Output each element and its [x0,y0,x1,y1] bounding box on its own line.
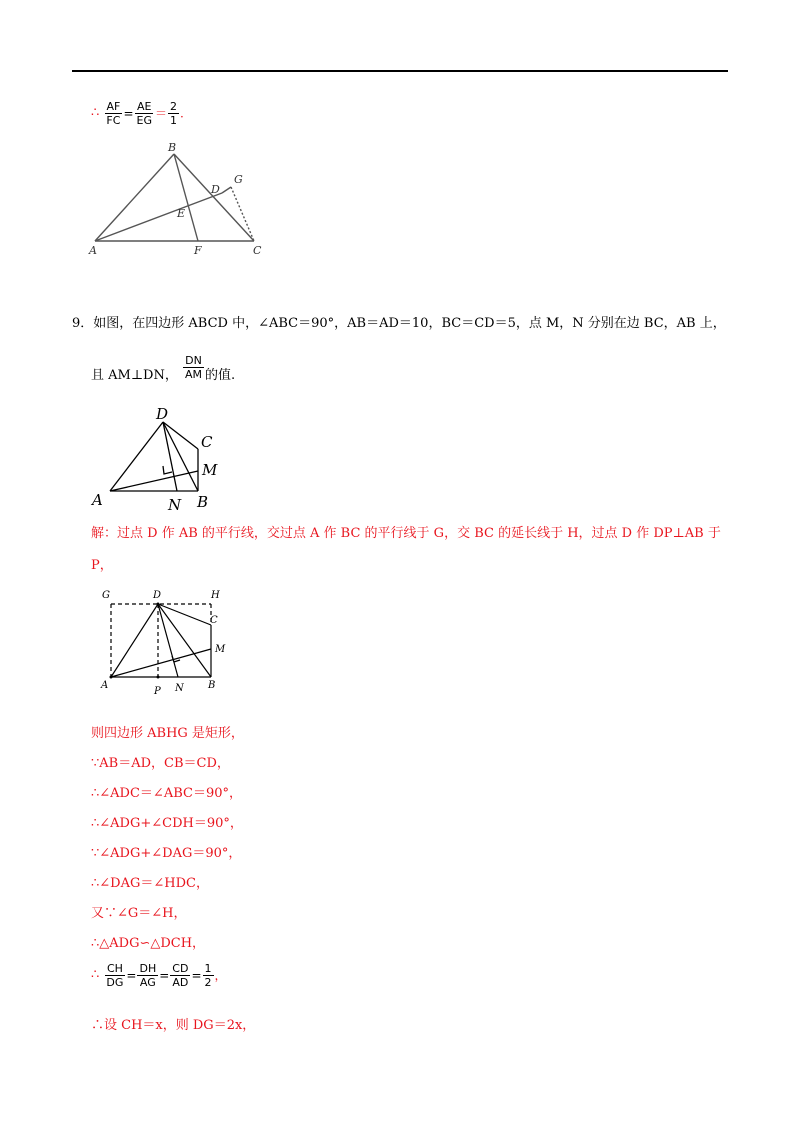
label-g: G [234,173,243,186]
label-d: D [211,183,220,196]
segment-db [163,422,198,491]
label-c: C [210,615,218,626]
fraction-dh-ag: $\frac{DH}{AG}$ [139,962,157,989]
label-b: B [168,141,177,154]
step-1: 则四边形 ABHG 是矩形， [91,726,244,741]
step-4: ∴∠ADG+∠CDH＝90°， [91,816,243,831]
step-3: ∴∠ADC＝∠ABC＝90°， [91,786,242,801]
label-a: A [101,680,109,691]
step-7: 又∵∠G＝∠H， [91,906,187,921]
segment-ab [95,154,174,241]
fraction-1-2: $\frac{1}{2}$ [204,962,212,989]
step-8: ∴△ADG∽△DCH， [91,936,206,951]
step-2: ∵AB＝AD，CB＝CD， [91,756,230,771]
step-6: ∴∠DAG＝∠HDC， [91,876,209,891]
problem-9-line2: 且 AM⊥DN， $\frac{DN}{AM}$ 的值. [91,354,236,383]
segment-dn [163,422,177,491]
label-b: B [197,493,209,511]
label-d: D [153,590,162,601]
figure-quadrilateral-abcd [88,402,233,514]
solution-line1: 解：过点 D 作 AB 的平行线，交过点 A 作 BC 的平行线于 G，交 BC 的延长线于 H，过点 D 作 DP⊥AB 于 [91,526,721,541]
header-rule [72,70,728,72]
fraction-ch-dg: $\frac{CH}{DG}$ [106,962,124,989]
segment-gc-dotted [231,187,254,241]
figure-rectangle-abhg [98,585,238,697]
label-m: M [202,461,218,479]
segment-dg [222,187,231,193]
label-d: D [156,405,169,423]
fraction-2-1: $\frac{2}{1}$ [170,100,177,127]
label-f: F [194,244,202,257]
ratio-formula: ∴ $\frac{CH}{DG}$ = $\frac{DH}{AG}$ = $\frac{CD}{AD}$ = $\frac{1}{2}$ ， [91,962,227,989]
fraction-af-fc: $\frac{AF}{FC}$ [106,100,121,127]
label-h: H [211,590,220,601]
last-line: ∴设 CH＝x，则 DG＝2x， [91,1018,256,1033]
label-p: P [154,686,161,697]
label-n: N [175,683,184,694]
step-5: ∵∠ADG+∠DAG＝90°， [91,846,242,861]
label-c: C [253,244,262,257]
segment-dn [158,604,178,677]
segment-ad [95,193,222,241]
figure-triangle-abc [85,140,275,260]
fraction-cd-ad: $\frac{CD}{AD}$ [172,962,189,989]
right-angle-mark [163,466,172,474]
label-g: G [102,590,110,601]
label-b: B [208,680,216,691]
label-m: M [215,644,226,655]
top-formula: ∴ $\frac{AF}{FC}$ = $\frac{AE}{EG}$ ＝ $\frac{2}{1}$ . [91,100,184,127]
solution-line2: P， [91,558,113,573]
fraction-dn-am: $\frac{DN}{AM}$ [185,354,203,381]
label-c: C [201,433,213,451]
fraction-ae-eg: $\frac{AE}{EG}$ [136,100,152,127]
label-e: E [177,207,186,220]
label-a: A [89,244,97,257]
problem-9-line1: 9．如图，在四边形 ABCD 中，∠ABC＝90°，AB＝AD＝10，BC＝CD＝5，点 M，N 分别在边 BC，AB 上， [72,316,726,331]
label-a: A [92,491,103,509]
label-n: N [168,496,182,514]
